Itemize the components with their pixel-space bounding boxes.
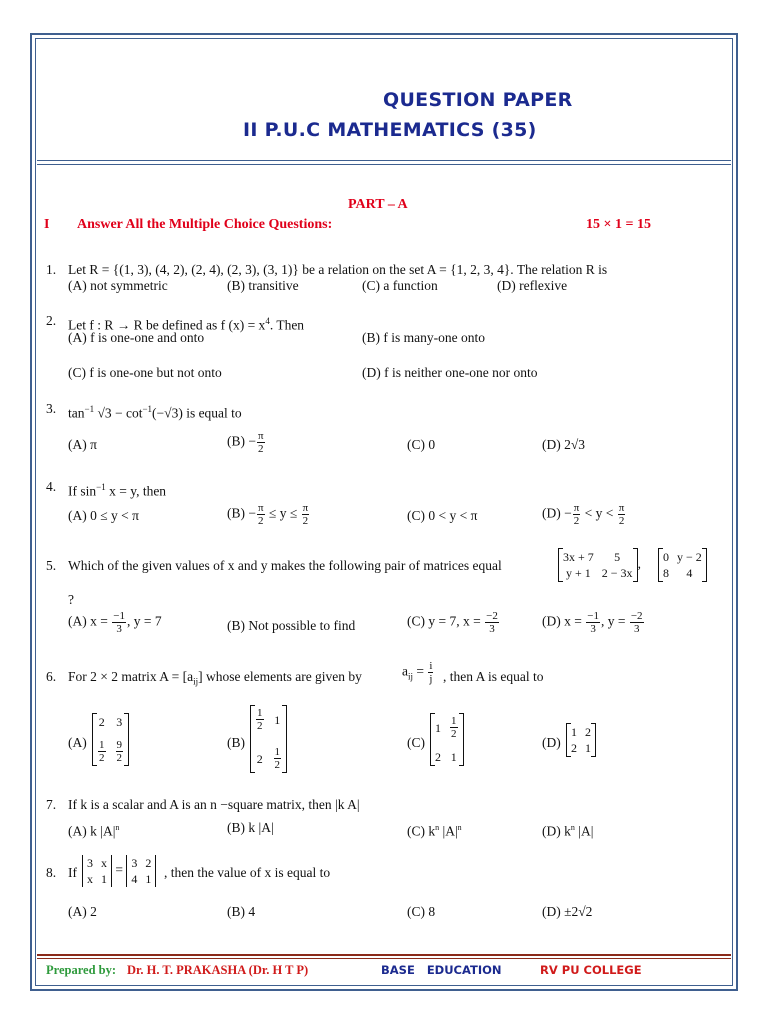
option-b: (B) 4 [227,904,256,919]
option-a: (A) x = $\frac{-1}{3}$ , y = 7 [68,610,162,635]
option-b-matrix: $\frac{1}{2}$ 1 2 $\frac{1}{2}$ [250,705,287,773]
question-text: Let R = {(1, 3), (4, 2), (2, 4), (2, 3), (3, 1)} be a relation on the set A = {1, 2, 3, 4}. The relation R is [68,262,608,277]
question-number: 3. [46,401,57,416]
matrix-right: 0 y − 2 8 4 [658,548,707,582]
option-d-matrix: 1 2 2 1 [566,723,596,757]
footer-org: BASE EDUCATION [381,963,502,977]
question-number: 5. [46,558,57,573]
option-c: (C) $k^n$ $|A|^n$ [407,823,462,839]
determinant-left: 3 x x 1 = 3 2 4 1 [82,855,156,887]
option-c: (C) a function [362,278,438,293]
question-text-lead: If [68,865,77,880]
option-d: (D) ±2√2 [542,904,593,919]
matrix-left: 3x + 7 5 y + 1 2 − 3x , [558,548,641,582]
option-a: (A) 0 ≤ y < π [68,508,139,523]
option-a: (A) 2 [68,904,97,919]
option-d: (D) f is neither one-one nor onto [362,365,538,380]
question-text: If k is a scalar and A is an n −square matrix, then |k A| [68,797,360,812]
question-text: Let f : R → R be defined as f $(x) = x^4$. Then [68,316,305,333]
option-b: (B) Not possible to find [227,618,356,633]
option-b: (B) transitive [227,278,299,293]
aij-formula: $a_{ij}$ = $\frac{i}{j}$ [402,660,433,685]
section-marks: 15 × 1 = 15 [586,217,651,232]
option-d-label: (D) [542,735,561,750]
option-d: (D) $k^n$ |A| [542,823,594,839]
option-a: (A) not symmetric [68,278,168,293]
section-instruction: Answer All the Multiple Choice Questions: [77,217,333,232]
question-number: 1. [46,262,57,277]
header-divider-top [37,160,731,161]
question-text: For 2 × 2 matrix $A = [a_{ij}]$ whose elements are given by [68,669,362,687]
option-a: (A) f is one-one and onto [68,330,205,345]
option-d: (D) − $\frac{\pi}{2}$ < y < $\frac{\pi}{2}$ [542,502,625,527]
option-a: (A) k $|A|^n$ [68,823,120,839]
question-text: , then the value of x is equal to [164,865,331,880]
option-a-matrix: 2 3 $\frac{1}{2}$ $\frac{9}{2}$ [92,713,129,766]
option-c: (C) 8 [407,904,436,919]
option-c: (C) f is one-one but not onto [68,365,222,380]
option-b: (B) − $\frac{\pi}{2}$ [227,430,264,455]
question-number: 8. [46,865,57,880]
part-heading: PART – A [348,197,408,212]
footer-author: Dr. H. T. PRAKASHA (Dr. H T P) [127,963,309,977]
option-c-label: (C) [407,735,425,750]
option-a: (A) π [68,437,97,452]
footer-rule-thick [37,954,731,956]
option-b-label: (B) [227,735,245,750]
footer-college: RV PU COLLEGE [540,963,642,977]
question-text-tail: , then A is equal to [443,669,544,684]
page-border-inner [35,38,733,986]
option-c: (C) y = 7, x = $\frac{-2}{3}$ [407,610,498,635]
option-b: (B) − $\frac{\pi}{2}$ ≤ y ≤ $\frac{\pi}{2}$ [227,502,309,527]
option-c-matrix: 1 $\frac{1}{2}$ 2 1 [430,713,464,766]
option-b: (B) k |A| [227,820,274,835]
header-divider-bottom [37,164,731,165]
option-c: (C) 0 < y < π [407,508,478,523]
paper-title: QUESTION PAPER [383,89,573,111]
section-roman: I [44,217,50,232]
option-c: (C) 0 [407,437,436,452]
option-d: (D) x = $\frac{-1}{3}$ , y = $\frac{-2}{3}$ [542,610,643,635]
question-text: $\tan^{-1} √3 - \cot^{-1}(-√3)$ is equal to [68,404,242,421]
question-number: 4. [46,479,57,494]
footer-prepared-label: Prepared by: [46,963,117,977]
option-d: (D) reflexive [497,278,568,293]
footer-rule-thin [37,958,731,959]
option-b: (B) f is many-one onto [362,330,485,345]
question-number: 7. [46,797,57,812]
question-text: If $\sin^{-1} x = y$, then [68,482,167,499]
paper-subject: II P.U.C MATHEMATICS (35) [243,119,537,141]
question-text: Which of the given values of x and y makes the following pair of matrices equal [68,558,502,573]
option-d: (D) 2√3 [542,437,586,452]
option-a-label: (A) [68,735,87,750]
question-number: 6. [46,669,57,684]
question-number: 2. [46,313,57,328]
